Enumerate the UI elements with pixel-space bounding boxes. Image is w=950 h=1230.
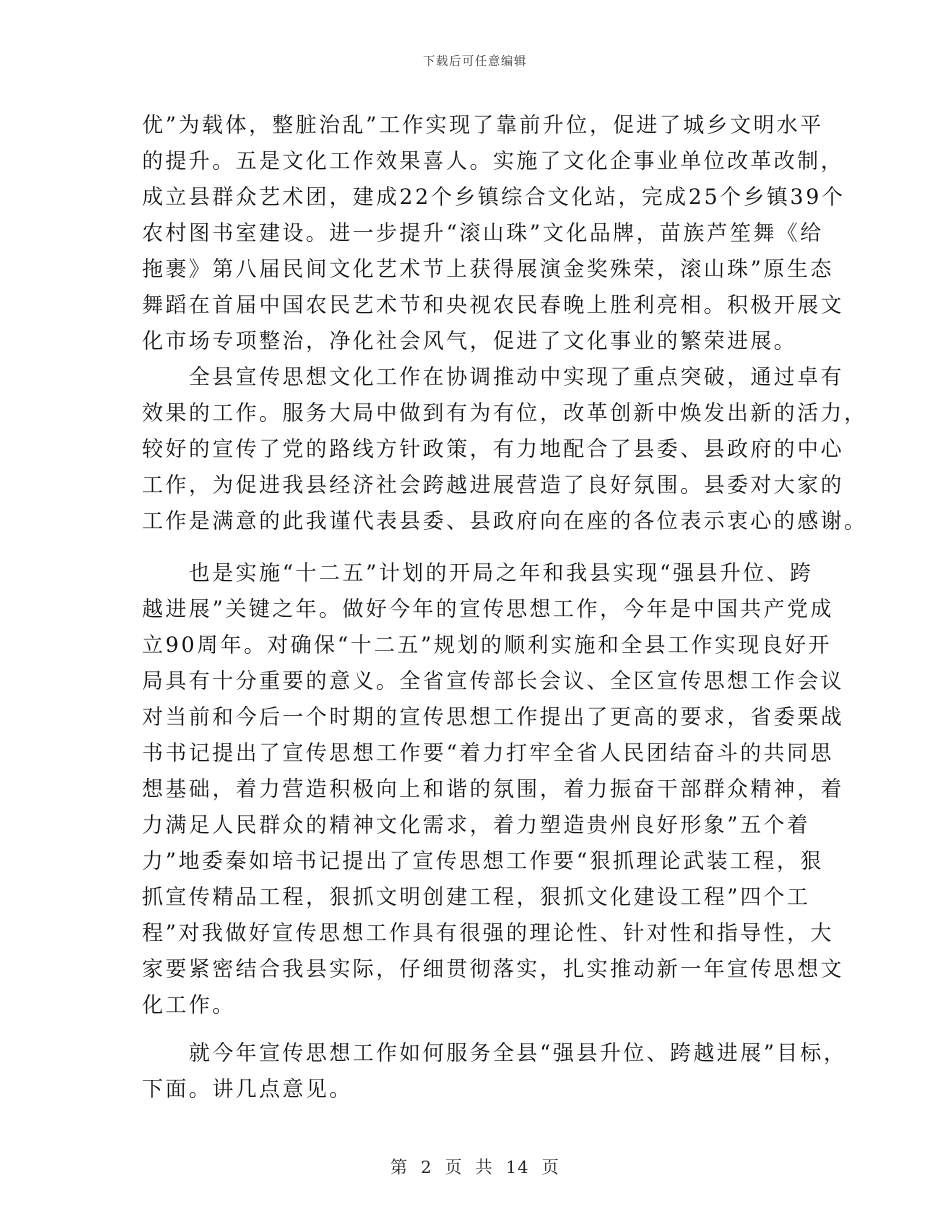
- text-line: 农村图书室建设。进一步提升“滚山珠”文化品牌，苗族芦笙舞《给: [142, 221, 824, 245]
- text-line: 优”为载体，整脏治乱”工作实现了靠前升位，促进了城乡文明水平: [142, 113, 824, 137]
- text-line: 程”对我做好宣传思想工作具有很强的理论性、针对性和指导性，大: [142, 921, 834, 945]
- page-footer: 第 2 页 共 14 页: [390, 1158, 560, 1178]
- page-header: 下载后可任意编辑: [422, 54, 527, 68]
- text-line: 立90周年。对确保“十二五”规划的顺利实施和全县工作实现良好开: [142, 633, 832, 657]
- text-line: 也是实施“十二五”计划的开局之年和我县实现“强县升位、跨: [142, 561, 814, 585]
- text-line: 较好的宣传了党的路线方针政策，有力地配合了县委、县政府的中心: [142, 437, 844, 461]
- text-line: 化市场专项整治，净化社会风气，促进了文化事业的繁荣进展。: [142, 329, 798, 353]
- text-line: 局具有十分重要的意义。全省宣传部长会议、全区宣传思想工作会议: [142, 669, 844, 693]
- text-line: 就今年宣传思想工作如何服务全县“强县升位、跨越进展”目标，: [142, 1041, 847, 1065]
- text-line: 越进展”关键之年。做好今年的宣传思想工作，今年是中国共产党成: [142, 597, 834, 621]
- text-line: 工作是满意的此我谨代表县委、县政府向在座的各位表示衷心的感谢。: [142, 509, 868, 533]
- text-line: 的提升。五是文化工作效果喜人。实施了文化企事业单位改革改制，: [142, 149, 844, 173]
- text-line: 化工作。: [142, 993, 236, 1017]
- text-line: 力满足人民群众的精神文化需求，着力塑造贵州良好形象”五个着: [142, 813, 811, 837]
- text-line: 工作，为促进我县经济社会跨越进展营造了良好氛围。县委对大家的: [142, 473, 844, 497]
- text-line: 抓宣传精品工程，狠抓文明创建工程，狠抓文化建设工程”四个工: [142, 885, 811, 909]
- text-line: 效果的工作。服务大局中做到有为有位，改革创新中焕发出新的活力，: [142, 401, 868, 425]
- text-line: 想基础，着力营造积极向上和谐的氛围，着力振奋干部群众精神，着: [142, 777, 844, 801]
- text-line: 家要紧密结合我县实际，仔细贯彻落实，扎实推动新一年宣传思想文: [142, 957, 844, 981]
- text-line: 全县宣传思想文化工作在协调推动中实现了重点突破，通过卓有: [142, 365, 844, 389]
- text-line: 对当前和今后一个时期的宣传思想工作提出了更高的要求，省委栗战: [142, 705, 844, 729]
- text-line: 下面。讲几点意见。: [142, 1077, 353, 1101]
- text-line: 书书记提出了宣传思想工作要“着力打牢全省人民团结奋斗的共同思: [142, 741, 834, 765]
- text-line: 拖裹》第八届民间文化艺术节上获得展演金奖殊荣，滚山珠”原生态: [142, 257, 834, 281]
- text-line: 舞蹈在首届中国农民艺术节和央视农民春晚上胜利亮相。积极开展文: [142, 293, 844, 317]
- text-line: 力”地委秦如培书记提出了宣传思想工作要“狠抓理论武装工程，狠: [142, 849, 824, 873]
- text-line: 成立县群众艺术团，建成22个乡镇综合文化站，完成25个乡镇39个: [142, 185, 845, 209]
